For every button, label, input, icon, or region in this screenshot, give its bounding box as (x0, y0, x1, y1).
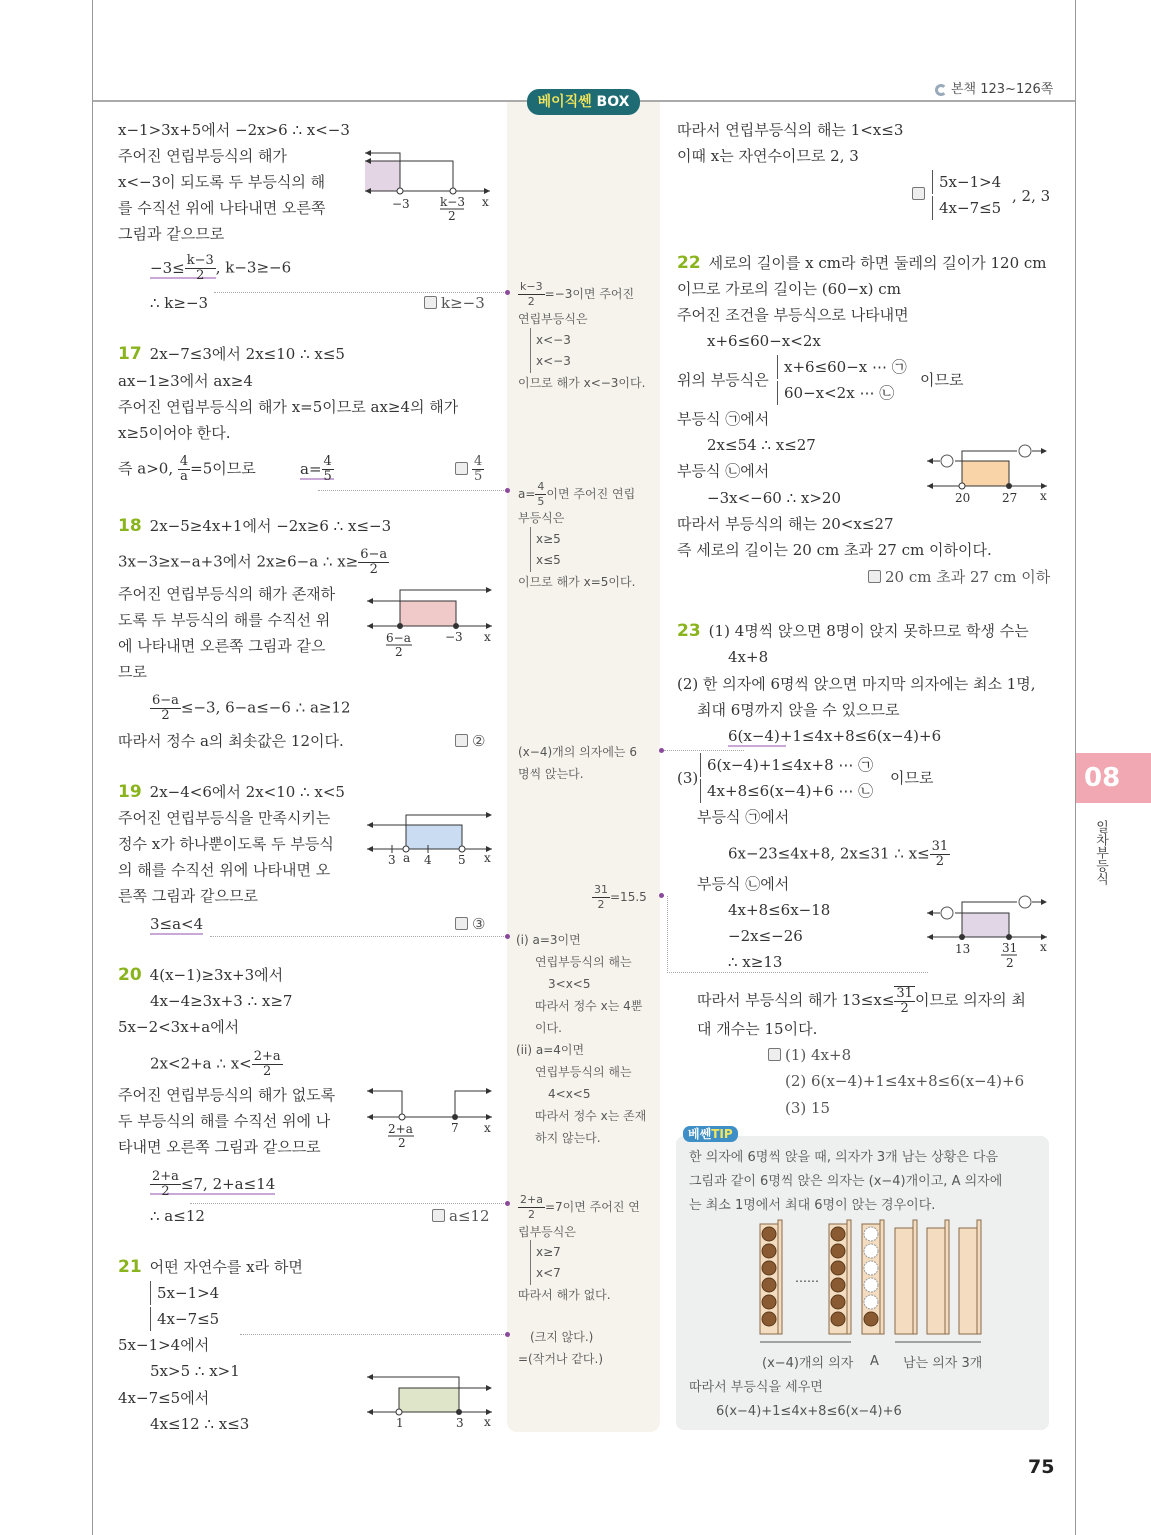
svg-text:27: 27 (1002, 491, 1018, 505)
text: (1) 4명씩 앉으면 8명이 앉지 못하므로 학생 수는 (708, 622, 1029, 640)
equation-line (150, 694, 351, 723)
eq-part: 즉 a>0, (118, 459, 174, 478)
tip-line: 6(x−4)+1≤4x+8≤6(x−4)+6 (716, 1404, 902, 1419)
eq-part: a= (300, 459, 322, 478)
svg-text:x: x (482, 195, 489, 209)
numerator: 2+a (520, 1193, 543, 1206)
answer (455, 455, 484, 484)
text-line: 최대 6명까지 앉을 수 있으므로 (697, 701, 900, 719)
denominator: 2 (935, 854, 945, 869)
svg-text:2: 2 (395, 645, 403, 659)
tip-line: 그림과 같이 6명씩 앉은 의자는 (x−4)개이고, A 의자에 (689, 1174, 1003, 1189)
connector-line (214, 292, 506, 293)
numerator: 31 (896, 986, 913, 1001)
text-line: 4x≤12 ∴ x≤3 (150, 1415, 250, 1433)
underlined-inequality (150, 1169, 276, 1199)
answer (768, 1043, 851, 1067)
text-line (118, 342, 345, 366)
underlined-answer (300, 454, 334, 484)
denominator: 2 (597, 898, 605, 911)
note-line: (ii) a=4이면 (516, 1043, 585, 1057)
answer-text: , 2, 3 (1012, 187, 1051, 205)
text-line: 부등식 ㉠에서 (697, 808, 790, 826)
text-line: 5x−2<3x+a에서 (118, 1018, 240, 1036)
connector-line (664, 750, 744, 751)
text-line: 므로 (118, 663, 147, 681)
svg-text:20: 20 (955, 491, 971, 505)
text-line: 주어진 조건을 부등식으로 나타내면 (677, 306, 909, 324)
system-line: 60−x<2x ⋯ ㉡ (777, 381, 894, 405)
svg-text:1: 1 (396, 1416, 404, 1430)
equation-line (150, 912, 203, 936)
text-line (118, 780, 345, 804)
problem-number: 22 (677, 253, 701, 273)
reference-icon (935, 84, 947, 96)
text-line (118, 1255, 303, 1279)
note-line: 따라서 해가 없다. (518, 1288, 611, 1302)
note-line: 4<x<5 (548, 1087, 591, 1101)
answer-icon (424, 296, 437, 309)
text-line: 5x>5 ∴ x>1 (150, 1362, 240, 1380)
tip-line: 는 최소 1명에서 최대 6명이 앉는 경우이다. (689, 1198, 936, 1213)
denominator: 2 (161, 1184, 170, 1199)
equation-line (728, 840, 950, 869)
eq-part: 3x−3≥x−a+3에서 2x≥6−a ∴ x≥ (118, 552, 359, 571)
problem-number: 21 (118, 1257, 142, 1277)
denominator: 2 (196, 268, 205, 283)
fraction (535, 480, 546, 509)
denominator: 2 (527, 295, 535, 308)
text-line (118, 963, 283, 987)
answer-text: k≥−3 (441, 294, 485, 312)
equation-line (118, 548, 389, 577)
svg-text:−3: −3 (445, 630, 463, 644)
svg-text:4: 4 (424, 853, 432, 867)
text-line: x<−3이 되도록 두 부등식의 해 (118, 173, 326, 191)
svg-text:x: x (484, 851, 491, 865)
text-line: 이때 x는 자연수이므로 2, 3 (677, 147, 859, 165)
fraction (150, 694, 181, 723)
text-line: 정수 x가 하나뿐이도록 두 부등식 (118, 835, 334, 853)
svg-text:3: 3 (388, 853, 396, 867)
text-line: 위의 부등식은 (677, 371, 769, 389)
note-line (518, 280, 634, 309)
answer-icon (868, 570, 881, 583)
connector-line (190, 1203, 506, 1204)
svg-text:x: x (484, 1121, 491, 1135)
note-line: 이므로 해가 x=5이다. (518, 575, 636, 589)
text-line: 주어진 연립부등식의 해가 (118, 147, 287, 165)
note-line: (i) a=3이면 (516, 933, 581, 947)
text-line: 른쪽 그림과 같으므로 (118, 887, 258, 905)
text-line: 도록 두 부등식의 해를 수직선 위 (118, 611, 331, 629)
chapter-tab (1076, 753, 1151, 803)
note-line: x<−3 (530, 349, 571, 373)
text-line: −2x≤−26 (728, 927, 803, 945)
answer (455, 912, 485, 936)
problem-number: 17 (118, 344, 142, 364)
note-line: (x−4)개의 의자에는 6 (518, 745, 637, 759)
text-line: 두 부등식의 해를 수직선 위에 나 (118, 1112, 331, 1130)
text: 세로의 길이를 x cm라 하면 둘레의 길이가 120 cm (708, 254, 1047, 272)
text-line: 4x+8 (728, 648, 769, 666)
numerator: 4 (537, 480, 545, 493)
text-line: 4x−4≥3x+3 ∴ x≥7 (150, 992, 293, 1010)
numerator: k−3 (520, 280, 543, 293)
text-line: x≥5이어야 한다. (118, 424, 231, 442)
numerator: 31 (594, 883, 608, 896)
answer-text: (3) 15 (785, 1099, 831, 1117)
note-line: 따라서 정수 x는 4뿐 (535, 999, 643, 1013)
note-line: =(작거나 같다.) (518, 1352, 604, 1366)
eq-part: , k−3≥−6 (215, 258, 292, 277)
svg-text:2: 2 (448, 209, 456, 223)
book-reference-text: 본책 123~126쪽 (951, 82, 1054, 97)
svg-text:6−a: 6−a (386, 631, 411, 645)
system-line: 5x−1>4 (150, 1281, 219, 1305)
answer-text: 20 cm 초과 27 cm 이하 (885, 568, 1051, 586)
page-number: 75 (1028, 1456, 1055, 1478)
problem-number: 20 (118, 965, 142, 985)
connector-dot (505, 934, 510, 939)
text-line: 5x−1>4에서 (118, 1336, 210, 1354)
chairs-illustration (755, 1218, 995, 1348)
text-line: 4x−7≤5에서 (118, 1389, 210, 1407)
text-line: x+6≤60−x<2x (707, 332, 821, 350)
note-line: 명씩 앉는다. (518, 767, 584, 781)
svg-text:x: x (484, 630, 491, 644)
text-line: x−1>3x+5에서 −2x>6 ∴ x<−3 (118, 121, 350, 139)
svg-text:−3: −3 (392, 197, 410, 211)
basic-box-badge (527, 89, 640, 115)
equation-line (118, 455, 256, 484)
text-line: (2) 한 의자에 6명씩 앉으면 마지막 의자에는 최소 1명, (677, 675, 1036, 693)
eq-part: 6x−23≤4x+8, 2x≤31 ∴ x≤ (728, 844, 930, 863)
numerator: 6−a (360, 547, 388, 562)
eq-part: =5이므로 (190, 459, 256, 478)
note-line (518, 1193, 640, 1222)
text-line: 부등식 ㉡에서 (677, 462, 770, 480)
text-line: 주어진 연립부등식을 만족시키는 (118, 809, 331, 827)
svg-text:k−3: k−3 (440, 195, 465, 209)
svg-text:31: 31 (1002, 941, 1018, 955)
text-line (677, 251, 1047, 275)
note-text: 이면 주어진 연립 (546, 487, 636, 501)
denominator: 2 (161, 708, 170, 723)
eq-part: ≤7, 2+a≤14 (180, 1174, 276, 1193)
note-line: x<−3 (530, 328, 571, 352)
tip-badge-korean: 베쎈 (688, 1127, 712, 1141)
note-line: (크지 않다.) (530, 1330, 594, 1344)
text-line: 이므로 가로의 길이는 (60−x) cm (677, 280, 901, 298)
text-line: 4x+8≤6x−18 (728, 901, 831, 919)
answer-system-line: 4x−7≤5 (932, 196, 1001, 220)
tip-line: 한 의자에 6명씩 앉을 때, 의자가 3개 남는 상황은 다음 (689, 1150, 999, 1165)
number-line-graph (922, 444, 1052, 506)
note-text: =7이면 주어진 연 (544, 1200, 640, 1214)
svg-text:13: 13 (955, 942, 971, 956)
denominator: a (180, 469, 188, 484)
system-line: 4x+8≤6(x−4)+6 ⋯ ㉡ (700, 779, 873, 803)
text-line: 주어진 연립부등식의 해가 없도록 (118, 1086, 336, 1104)
chapter-title: 일차부등식 (1093, 820, 1108, 885)
denominator: 2 (900, 1001, 909, 1016)
numerator: 31 (931, 839, 949, 854)
svg-text:5: 5 (458, 853, 466, 867)
numerator: 4 (323, 454, 332, 469)
denominator: 5 (323, 469, 332, 484)
eq-part: 따라서 부등식의 해가 13≤x≤ (697, 991, 895, 1009)
system-line: x+6≤60−x ⋯ ㉠ (777, 355, 907, 379)
text-line: −3x<−60 ∴ x>20 (707, 489, 841, 507)
text-line: 주어진 연립부등식의 해가 x=5이므로 ax≥4의 해가 (118, 398, 459, 416)
text-line: ∴ a≤12 (150, 1207, 205, 1225)
numerator: 4 (474, 454, 483, 469)
svg-text:2: 2 (398, 1136, 406, 1150)
note-line: 이므로 해가 x<−3이다. (518, 376, 646, 390)
badge-text-box: BOX (596, 94, 630, 110)
numerator: 2+a (152, 1169, 179, 1184)
book-reference (935, 78, 1053, 97)
text-line: 이므로 (920, 371, 964, 389)
note-line: 연립부등식의 해는 (535, 955, 632, 969)
equation-line (300, 455, 334, 484)
text: 4(x−1)≥3x+3에서 (149, 966, 284, 984)
fraction (894, 986, 915, 1016)
equation-line (697, 986, 1026, 1016)
answer-icon (768, 1048, 781, 1061)
fraction (185, 254, 216, 283)
text-line: 따라서 부등식의 해는 20<x≤27 (677, 515, 894, 533)
answer-icon (455, 462, 468, 475)
text-line (118, 514, 391, 538)
note-text: =−3이면 주어진 (544, 287, 635, 301)
denominator: 2 (527, 1208, 535, 1221)
fraction (150, 1170, 181, 1199)
caption-chair-a: A (870, 1354, 879, 1369)
answer-text: ② (472, 732, 486, 750)
svg-text:a: a (403, 851, 411, 865)
page-border-left (92, 0, 93, 1535)
note-line (518, 480, 635, 509)
connector-dot (659, 893, 664, 898)
note-line: x<7 (530, 1261, 561, 1285)
fraction (322, 455, 334, 484)
text-line: 따라서 연립부등식의 해는 1<x≤3 (677, 121, 904, 139)
note-line: x≥7 (530, 1240, 561, 1264)
number-line-graph (362, 584, 497, 659)
numerator: 4 (179, 454, 189, 469)
note-line: 연립부등식의 해는 (535, 1065, 632, 1079)
svg-text:2: 2 (1006, 956, 1014, 970)
fraction (472, 455, 484, 484)
svg-text:2+a: 2+a (388, 1122, 413, 1136)
answer (424, 291, 485, 315)
caption-used-chairs: (x−4)개의 의자 (762, 1356, 854, 1371)
fraction (518, 280, 545, 309)
text-line: 의 해를 수직선 위에 나타내면 오 (118, 861, 331, 879)
tip-badge (683, 1126, 738, 1142)
numerator: 6−a (152, 693, 179, 708)
text-line: 따라서 정수 a의 최솟값은 12이다. (118, 732, 344, 750)
problem-number: 18 (118, 516, 142, 536)
eq-part: ≤−3, 6−a≤−6 ∴ a≥12 (180, 698, 351, 717)
eq-part: 이므로 의자의 최 (914, 991, 1026, 1009)
answer-text: (1) 4x+8 (785, 1046, 852, 1064)
answer-text: ③ (472, 915, 486, 933)
caption-remaining-chairs: 남는 의자 3개 (903, 1356, 983, 1371)
text-line: 주어진 연립부등식의 해가 존재하 (118, 585, 336, 603)
denominator: 5 (474, 469, 483, 484)
answer-icon (455, 734, 468, 747)
text-line (677, 619, 1029, 643)
eq-part: 2x<2+a ∴ x< (150, 1054, 252, 1073)
connector-line (210, 936, 506, 937)
fraction (518, 1193, 545, 1222)
note-line: 이다. (535, 1021, 562, 1035)
number-line-graph (362, 810, 497, 870)
ellipsis: …… (795, 1271, 819, 1285)
problem-number: 23 (677, 621, 701, 641)
text-line: 즉 세로의 길이는 20 cm 초과 27 cm 이하이다. (677, 541, 992, 559)
underline-mark (728, 745, 786, 747)
number-line-graph (362, 1085, 497, 1155)
text: 2x−4<6에서 2x<10 ∴ x<5 (149, 783, 345, 801)
text: 어떤 자연수를 x라 하면 (149, 1258, 303, 1276)
system-line: 4x−7≤5 (150, 1307, 219, 1331)
fraction (178, 455, 190, 484)
equation-line (150, 254, 291, 283)
number-line-graph (360, 148, 495, 223)
text-line: ∴ k≥−3 (150, 294, 209, 312)
fraction (930, 840, 951, 869)
chapter-number: 08 (1084, 763, 1121, 793)
note-line: 3<x<5 (548, 977, 591, 991)
answer (868, 565, 1050, 589)
text-line: 2x≤54 ∴ x≤27 (707, 436, 816, 454)
denominator: 5 (537, 495, 545, 508)
system-line: 6(x−4)+1≤4x+8 ⋯ ㉠ (700, 753, 873, 777)
text-line: ∴ x≥13 (728, 953, 783, 971)
connector-dot (505, 290, 510, 295)
svg-text:x: x (1040, 940, 1047, 954)
note-line: 부등식은 (518, 511, 565, 525)
answer-system-line: 5x−1>4 (932, 170, 1001, 194)
number-line-graph (362, 1372, 497, 1432)
answer (912, 182, 929, 206)
answer-icon (455, 917, 468, 930)
connector-dot (505, 1332, 510, 1337)
eq-part: −3≤ (150, 258, 185, 277)
equation-line (150, 1050, 283, 1079)
note-line: 따라서 정수 x는 존재 (535, 1109, 647, 1123)
svg-text:7: 7 (451, 1121, 459, 1135)
fraction (358, 548, 389, 577)
svg-text:x: x (1040, 489, 1047, 503)
connector-dot (505, 488, 510, 493)
note-line: 하지 않는다. (535, 1131, 601, 1145)
text-line: 부등식 ㉡에서 (697, 875, 790, 893)
tip-line: 따라서 부등식을 세우면 (689, 1380, 823, 1395)
answer-icon (432, 1209, 445, 1222)
badge-text-korean: 베이직쎈 (537, 94, 592, 110)
underlined-inequality (150, 253, 216, 283)
text-line: 이므로 (890, 769, 934, 787)
note-line (592, 883, 647, 912)
answer-text: a≤12 (449, 1207, 490, 1225)
text-line: (3) (677, 769, 699, 787)
text-line: 부등식 ㉠에서 (677, 410, 770, 428)
connector-line (318, 490, 506, 491)
connector-line (240, 1334, 506, 1335)
note-line: x≤5 (530, 548, 561, 572)
svg-text:x: x (484, 1415, 491, 1429)
note-line: 립부등식은 (518, 1225, 576, 1239)
text-line: 그림과 같으므로 (118, 225, 225, 243)
underlined-answer: 3≤a<4 (150, 915, 204, 933)
note-text: a= (518, 487, 536, 501)
problem-number: 19 (118, 782, 142, 802)
text: 2x−7≤3에서 2x≤10 ∴ x≤5 (149, 345, 345, 363)
fraction (592, 883, 610, 912)
denominator: 2 (263, 1064, 272, 1079)
text: 2x−5≥4x+1에서 −2x≥6 ∴ x≤−3 (149, 517, 392, 535)
answer-text: (2) 6(x−4)+1≤4x+8≤6(x−4)+6 (785, 1072, 1025, 1090)
answer (432, 1204, 490, 1228)
text-line: ax−1≥3에서 ax≥4 (118, 372, 253, 390)
answer-icon (912, 187, 925, 200)
svg-text:3: 3 (456, 1416, 464, 1430)
text-line: 6(x−4)+1≤4x+8≤6(x−4)+6 (728, 727, 942, 745)
note-text: =15.5 (610, 890, 647, 904)
numerator: k−3 (186, 253, 214, 268)
equation-line (150, 1170, 275, 1199)
text-line: 타내면 오른쪽 그림과 같으므로 (118, 1138, 321, 1156)
note-line: x≥5 (530, 527, 561, 551)
answer (455, 729, 485, 753)
text-line: 에 나타내면 오른쪽 그림과 같으 (118, 637, 326, 655)
text-line: 대 개수는 15이다. (697, 1020, 818, 1038)
note-line: 연립부등식은 (518, 312, 588, 326)
fraction (252, 1050, 283, 1079)
numerator: 2+a (253, 1049, 281, 1064)
number-line-graph (922, 895, 1052, 973)
denominator: 2 (369, 562, 378, 577)
connector-dot (505, 1201, 510, 1206)
tip-badge-text: TIP (711, 1127, 733, 1141)
text-line: 를 수직선 위에 나타내면 오른쪽 (118, 199, 326, 217)
